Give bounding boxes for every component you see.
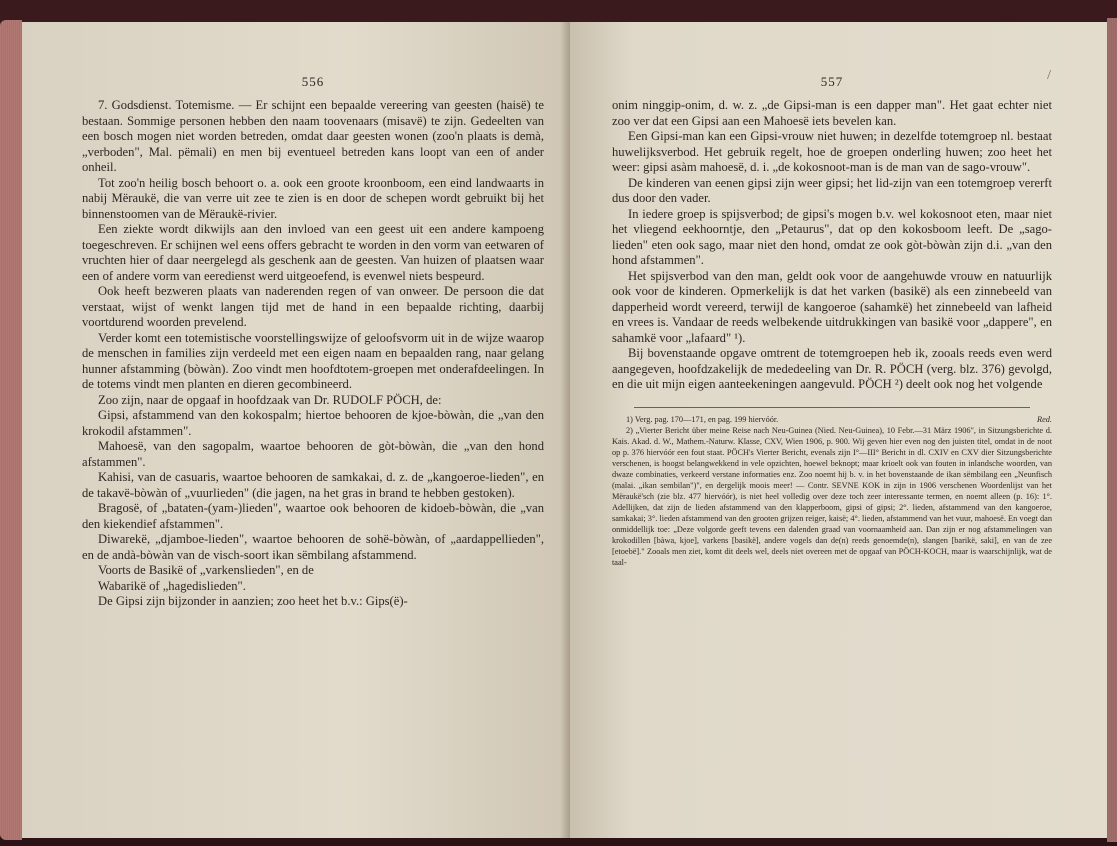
right-page	[570, 22, 1107, 838]
footnote-1-text: 1) Verg. pag. 170—171, en pag. 199 hiervóór.	[626, 414, 779, 424]
footnote-1	[612, 414, 1052, 425]
right-paragraph: onim ninggip-onim, d. w. z. „de Gipsi-man is een dapper man". Het gaat echter niet zoo ver dat een Gipsi aan een Mahoesë iets bevelen kan.	[612, 98, 1052, 128]
footnote-2: 2) „Vierter Bericht über meine Reise nach Neu-Guinea (Nied. Neu-Guinea), 10 Febr.—31 März 1906", in Sitzungsberichte d. Kais. Akad. d. W., Mathem.-Naturw. Klasse, CXV, Wien 1906, p. 900. Wij geven hier even nog den juisten titel, omdat in de noot op p. 376 hiervóór een fout staat. PÖCH's Vierter Bericht, evenals zijn I°—III° Bericht in dl. CXIV en CXV dier Sitzungsberichte verschenen, is hoogst belangwekkend in vele opzichten, hoewel beknopt; maar krioelt ook van fouten in inlandsche woorden, van dwaze combinaties, verkeerd verstane informaties enz. Zoo noemt hij b. v. in het bovenstaande de ikan sëmbilang een „Neunfisch (malai. „ikan sembilan")", en dergelijk moois meer! — Contr. SEVNE KOK in zijn in 1906 verschenen Woordenlijst van het Mëraukë'sch (zie blz. 477 hiervóór), is niet heel volledig over deze toch zeer interessante termen, en noemt alleen (p. 16): 1°. Adellijken, dat zijn de lieden afstammend van den klapperboom, gipsi of gipsi; 2°. lieden, afstammend van den kangoeroe, samkakai; 3°. lieden afstammend van den grooten grijzen reiger, kaisë; 4°. lieden, afstammend van het vuur, mahoesë. En voegt dan onmiddellijk toe: „Deze volgorde geeft tevens een dalenden graad van voornaamheid aan. Dan zijn er nog afstammelingen van krokodillen [bàwa, kjoe], varkens [basikë], andere vogels dan de(n) reeds genoemde(n), slangen [barikë, saki], en van de zee [etoebë]." Zooals men ziet, komt dit deels wel, deels niet overeen met de opgaaf van PÖCH-KOCH, maar is waarschijnlijk, wat de taal-	[612, 425, 1052, 567]
left-page	[22, 22, 570, 838]
right-paragraph: Een Gipsi-man kan een Gipsi-vrouw niet huwen; in dezelfde totemgroep nl. bestaat huwelijksverbod. Het gebruik regelt, hoe de groepen onderling huwen; zoo heet het weer: gipsi asàm mahoesë, d. i. „de kokosnoot-man is de man van de sago-vrouw".	[612, 129, 1052, 174]
right-page-number: 557	[820, 74, 844, 89]
left-paragraph: 7. Godsdienst. Totemisme. — Er schijnt een bepaalde vereering van geesten (haisë) te bestaan. Sommige personen hebben den naam toovenaars (misavë) te zijn. Gedeelten van een bosch mogen niet worden betreden, omdat daar geesten wonen (zoo'n plaats is demà, „verboden", Mal. pëmali) en men bij eventueel betreden kans loopt van een of ander onheil.	[82, 98, 544, 174]
right-paragraph: Bij bovenstaande opgave omtrent de totemgroepen heb ik, zooals reeds even werd aangegeven, hoofdzakelijk de mededeeling van Dr. R. PÖCH (verg. blz. 376) gevolgd, en die uit mijn eigen aanteekeningen aangevuld. PÖCH ²) deelt ook nog het volgende	[612, 346, 1052, 391]
left-paragraph: Diwarekë, „djamboe-lieden", waartoe behooren de sohë-bòwàn, of „aardappellieden", en de andà-bòwàn van de visch-soort ikan sëmbilang afstammend.	[82, 532, 544, 562]
left-paragraph: Tot zoo'n heilig bosch behoort o. a. ook een groote kroonboom, een eind landwaarts in nabij Mëraukë, die van verre uit zee te zien is en door de schepen wordt gebruikt bij het binnenstoomen van de Mëraukë-rivier.	[82, 175, 544, 221]
left-paragraph: Kahisi, van de casuaris, waartoe behooren de samkakai, d. z. de „kangoeroe-lieden", en de takavë-bòwàn of „vuurlieden" (die jagen, na het gras in brand te hebben gestoken).	[82, 470, 544, 500]
book-edge-left	[0, 20, 22, 840]
left-page-number: 556	[301, 74, 325, 89]
book-edge-right	[1107, 18, 1117, 842]
left-paragraph: Ook heeft bezweren plaats van naderenden regen of van onweer. De persoon die dat verstaat, wijst of wenkt langen tijd met de hand in een bepaalde richting, daarbij voortdurend woorden prevelend.	[82, 284, 544, 329]
left-paragraph: Zoo zijn, naar de opgaaf in hoofdzaak van Dr. RUDOLF PÖCH, de:	[98, 392, 442, 407]
right-paragraph: In iedere groep is spijsverbod; de gipsi's mogen b.v. wel kokosnoot eten, maar niet het vliegend eekhoorntje, den „Petaurus", dat op den kokosboom leeft. De „sago-lieden" eten ook sago, maar niet den hond, omdat ze ook gòt-bòwàn zijn d.i. „van den hond afstammen".	[612, 206, 1052, 267]
right-paragraph: Het spijsverbod van den man, geldt ook voor de aangehuwde vrouw en natuurlijk ook voor de kinderen. Opmerkelijk is dat het varken (basikë) als een zinnebeeld van dapperheid wordt vereerd, terwijl de kangoeroe (sahamkë) het zinnebeeld van lafheid en vrees is. Vandaar de reeds welbekende uitdrukkingen van basikë voor „dappere", en sahamkë voor „lafaard" ¹).	[612, 268, 1052, 345]
left-paragraph: De Gipsi zijn bijzonder in aanzien; zoo heet het b.v.: Gips(ë)-	[98, 594, 408, 608]
margin-mark: /	[1047, 68, 1051, 83]
left-paragraph: Gipsi, afstammend van den kokospalm; hiertoe behooren de kjoe-bòwàn, die „van den krokodil afstammen".	[82, 408, 544, 438]
right-paragraph: De kinderen van eenen gipsi zijn weer gipsi; het lid-zijn van een totemgroep vererft dus door den vader.	[612, 175, 1052, 205]
left-paragraph: Verder komt een totemistische voorstellingswijze of geloofsvorm uit in de wijze waarop de menschen in families zijn verdeeld met een eigen naam en bepaalden rang, naar gelang hunner afstamming (bòwàn). Zoo vindt men hoofdtotem-groepen met onderafdeelingen. In de totems vindt men planten en dieren gecombineerd.	[82, 330, 544, 391]
left-paragraph: Een ziekte wordt dikwijls aan den invloed van een geest uit een andere kampoeng toegeschreven. Er schijnen wel eens offers gebracht te worden in den vorm van eetwaren of vruchten hier of daar neergelegd als geschenk aan de geesten. Van huizen of plaatsen waar een of andere vorm van eeredienst werd uitgeoefend, is evenwel niets bespeurd.	[82, 222, 544, 283]
right-page-body	[612, 98, 1052, 393]
footnote-rule	[634, 407, 1030, 408]
left-paragraph: Mahoesë, van den sagopalm, waartoe behooren de gòt-bòwàn, die „van den hond afstammen".	[82, 439, 544, 469]
left-page-body	[82, 98, 544, 610]
left-paragraph: Voorts de Basikë of „varkenslieden", en de	[98, 563, 314, 577]
left-paragraph: Wabarikë of „hagedislieden".	[98, 578, 246, 593]
left-paragraph: Bragosë, of „bataten-(yam-)lieden", waartoe ook behooren de kidoeb-bòwàn, die „van den kiekendief afstammen".	[82, 501, 544, 531]
footnote-1-tag: Red.	[1037, 414, 1052, 424]
footnotes	[612, 414, 1052, 568]
